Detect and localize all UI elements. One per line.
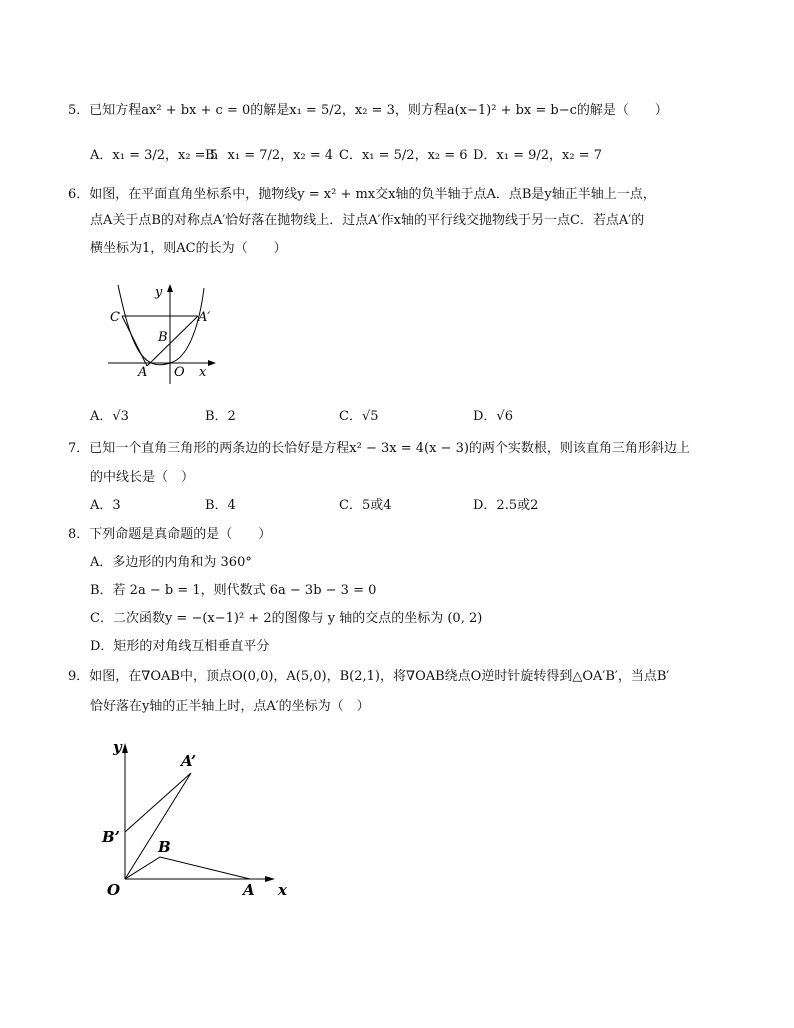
q8-option-d: D．矩形的对角线互相垂直平分 [90, 639, 270, 654]
q9-label-b: B [158, 838, 171, 856]
q5-stem: 5．已知方程ax² + bx + c = 0的解是x₁ = 5/2，x₂ = 3，则方程a(x−1)² + bx = b−c的解是（ ） [68, 103, 668, 118]
q6-option-d: D．√6 [473, 409, 513, 424]
q6-y-axis-arrow [167, 284, 173, 292]
q9-label-x: x [278, 881, 287, 899]
q7-option-b: B．4 [205, 498, 236, 513]
q6-label-b: B [158, 330, 168, 345]
q9-label-b-prime: B’ [102, 828, 120, 846]
q9-label-y: y [113, 738, 122, 756]
q9-label-o: O [107, 881, 121, 899]
q6-label-a-prime: A′ [198, 310, 211, 325]
q8-option-a: A．多边形的内角和为 360° [90, 555, 252, 570]
q8-option-c: C．二次函数y = −(x−1)² + 2的图像与 y 轴的交点的坐标为 (0, 2) [90, 611, 483, 626]
q9-x-axis-arrow [265, 876, 275, 882]
q5-option-b: B．x₁ = 7/2，x₂ = 4 [205, 148, 334, 163]
q5-option-a: A．x₁ = 3/2，x₂ = 5 [90, 148, 218, 163]
q9-triangle-oab [125, 857, 250, 879]
q6-segment-c-a [122, 316, 147, 366]
q7-option-d: D．2.5或2 [473, 498, 539, 513]
q6-figure [100, 280, 230, 385]
q6-label-o: O [174, 365, 185, 380]
q6-stem-line1: 6．如图，在平面直角坐标系中，抛物线y = x² + mx交x轴的负半轴于点A．点B是y轴正半轴上一点， [68, 187, 656, 202]
q6-option-b: B．2 [205, 409, 236, 424]
q9-stem-line2: 恰好落在y轴的正半轴上时，点A′的坐标为（ ） [90, 699, 370, 714]
q6-label-y: y [155, 285, 163, 300]
q9-label-a-prime: A’ [181, 752, 197, 770]
q9-y-axis-arrow [122, 743, 128, 753]
q6-label-x: x [199, 365, 207, 380]
q5-option-d: D．x₁ = 9/2，x₂ = 7 [473, 148, 603, 163]
q8-stem: 8．下列命题是真命题的是（ ） [68, 527, 272, 542]
q6-x-axis-arrow [208, 360, 216, 366]
q6-option-c: C．√5 [339, 409, 379, 424]
q6-option-a: A．√3 [90, 409, 129, 424]
q6-stem-line2: 点A关于点B的对称点A′恰好落在抛物线上．过点A′作x轴的平行线交抛物线于另一点C．若点A′的 [90, 213, 645, 228]
q9-figure [95, 735, 295, 905]
q9-triangle-oaprime-bprime [125, 773, 191, 879]
q7-stem-line1: 7．已知一个直角三角形的两条边的长恰好是方程x² − 3x = 4(x − 3)的两个实数根，则该直角三角形斜边上 [68, 441, 690, 456]
q8-option-b: B．若 2a − b = 1，则代数式 6a − 3b − 3 = 0 [90, 583, 377, 598]
q9-label-a: A [243, 881, 255, 899]
q7-option-c: C．5或4 [339, 498, 392, 513]
q5-option-c: C．x₁ = 5/2，x₂ = 6 [339, 148, 468, 163]
q7-stem-line2: 的中线长是（ ） [90, 470, 195, 485]
q6-stem-line3: 横坐标为1，则AC的长为（ ） [90, 241, 287, 256]
q6-label-a: A [138, 365, 148, 380]
q6-label-c: C [110, 310, 120, 325]
q7-option-a: A．3 [90, 498, 121, 513]
q9-stem-line1: 9．如图，在∇OAB中，顶点O(0,0)，A(5,0)，B(2,1)，将∇OAB绕点O逆时针旋转得到△OA′B′，当点B′ [68, 669, 670, 684]
